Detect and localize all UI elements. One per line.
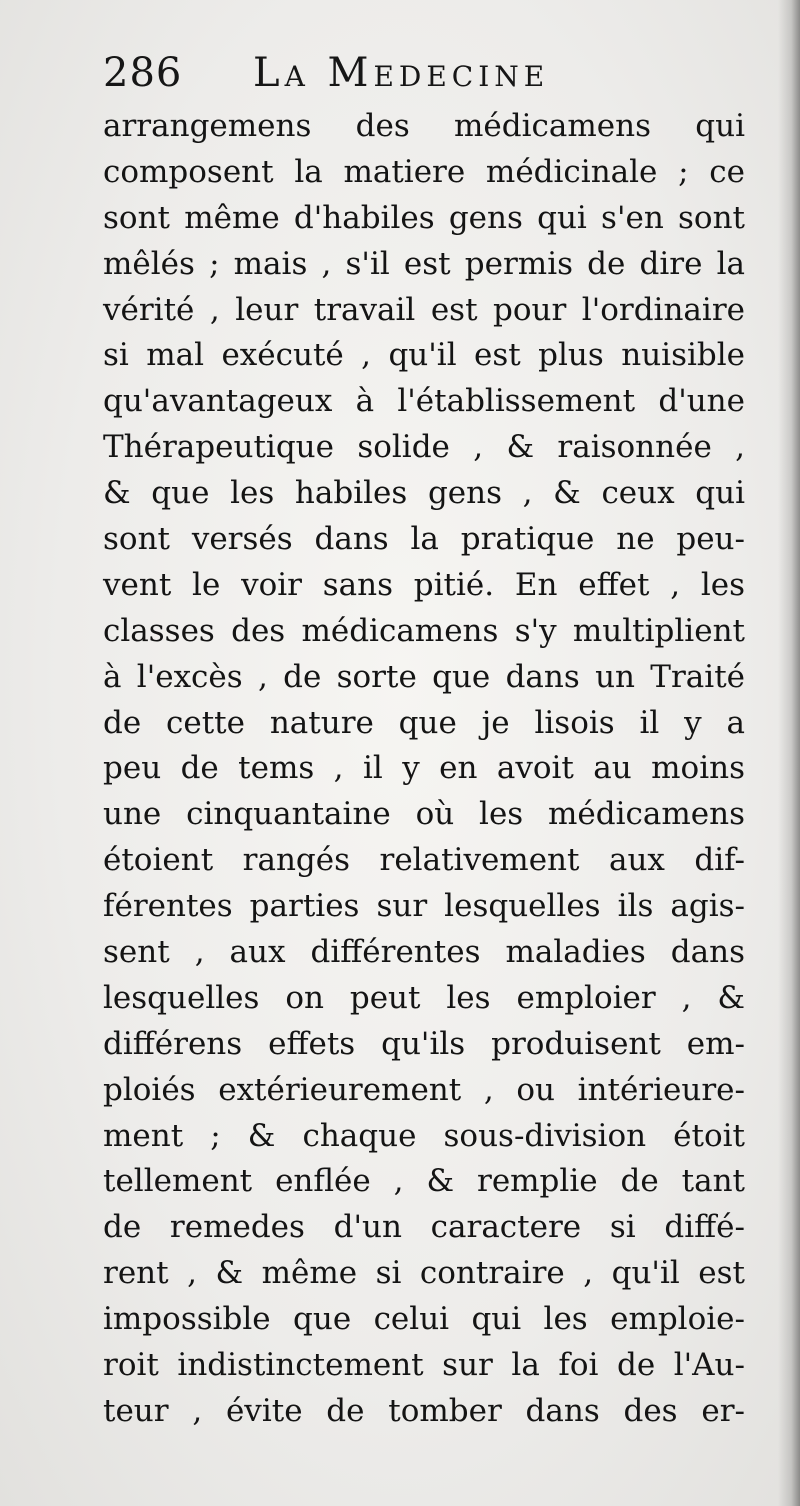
text-line: impossible que celui qui les emploie- (103, 1301, 745, 1338)
text-line: tellement enflée , & remplie de tant (103, 1163, 745, 1200)
text-line: férentes parties sur lesquelles ils agis- (103, 888, 745, 925)
text-line: teur , évite de tomber dans des er- (103, 1392, 745, 1429)
running-head (103, 48, 703, 104)
text-line: & que les habiles gens , & ceux qui (103, 475, 745, 512)
text-line: rent , & même si contraire , qu'il est (103, 1255, 745, 1292)
text-line: différens effets qu'ils produisent em- (103, 1025, 745, 1062)
text-line: sont même d'habiles gens qui s'en sont (103, 199, 745, 236)
text-line: lesquelles on peut les emploier , & (103, 979, 745, 1016)
text-line: ment ; & chaque sous-division étoit (103, 1117, 745, 1154)
text-line: arrangemens des médicamens qui (103, 108, 745, 144)
text-line: vérité , leur travail est pour l'ordinaire (103, 291, 745, 328)
text-line: à l'excès , de sorte que dans un Traité (103, 658, 745, 695)
page-edge-shadow (778, 0, 800, 1506)
text-line: sent , aux différentes maladies dans (103, 934, 745, 971)
text-line: de cette nature que je lisois il y a (103, 704, 745, 741)
text-line: roit indistinctement sur la foi de l'Au- (103, 1347, 745, 1384)
text-line: mêlés ; mais , s'il est permis de dire la (103, 245, 745, 282)
text-line: de remedes d'un caractere si diffé- (103, 1209, 745, 1246)
page-number: 286 (103, 50, 183, 96)
text-line: Thérapeutique solide , & raisonnée , (103, 429, 745, 466)
text-line: classes des médicamens s'y multiplient (103, 612, 745, 649)
text-line: composent la matiere médicinale ; ce (103, 153, 745, 190)
running-title: La Medecine (253, 50, 550, 96)
text-line: ploiés extérieurement , ou intérieure- (103, 1071, 745, 1108)
text-line: peu de tems , il y en avoit au moins (103, 750, 745, 787)
text-line: si mal exécuté , qu'il est plus nuisible (103, 337, 745, 374)
text-line: étoient rangés relativement aux dif- (103, 842, 745, 879)
body-text (103, 104, 745, 1435)
text-line: vent le voir sans pitié. En effet , les (103, 566, 745, 603)
text-line: qu'avantageux à l'établissement d'une (103, 383, 745, 420)
text-line: sont versés dans la pratique ne peu- (103, 521, 745, 558)
text-line: une cinquantaine où les médicamens (103, 796, 745, 833)
